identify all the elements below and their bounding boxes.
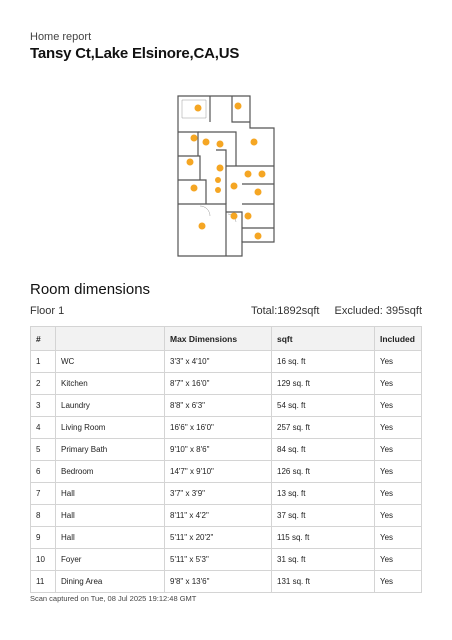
included-flag: Yes (375, 461, 422, 483)
included-flag: Yes (375, 373, 422, 395)
table-row (31, 373, 422, 395)
max-dimensions: 9'10" x 8'6" (165, 439, 272, 461)
max-dimensions: 9'8" x 13'6" (165, 571, 272, 593)
row-number: 1 (31, 351, 56, 373)
row-number: 10 (31, 549, 56, 571)
max-dimensions: 8'11" x 4'2" (165, 505, 272, 527)
room-name: Foyer (56, 549, 165, 571)
property-address: Tansy Ct,Lake Elsinore,CA,US (30, 45, 240, 62)
room-sqft: 37 sq. ft (272, 505, 375, 527)
max-dimensions: 16'6" x 16'0" (165, 417, 272, 439)
max-dimensions: 14'7" x 9'10" (165, 461, 272, 483)
room-sqft: 84 sq. ft (272, 439, 375, 461)
max-dimensions: 5'11" x 5'3" (165, 549, 272, 571)
included-flag: Yes (375, 549, 422, 571)
room-name: Hall (56, 505, 165, 527)
included-flag: Yes (375, 571, 422, 593)
excluded-area: Excluded: 395sqft (334, 305, 422, 317)
row-number: 4 (31, 417, 56, 439)
report-label: Home report (30, 31, 92, 43)
room-sqft: 257 sq. ft (272, 417, 375, 439)
max-dimensions: 8'8" x 6'3" (165, 395, 272, 417)
floor-summary (30, 305, 422, 319)
table-row (31, 461, 422, 483)
header-room (56, 327, 165, 351)
included-flag: Yes (375, 527, 422, 549)
room-name: Primary Bath (56, 439, 165, 461)
table-row (31, 505, 422, 527)
included-flag: Yes (375, 505, 422, 527)
total-area: Total:1892sqft (250, 305, 320, 317)
room-name: Living Room (56, 417, 165, 439)
row-number: 7 (31, 483, 56, 505)
room-sqft: 115 sq. ft (272, 527, 375, 549)
room-sqft: 16 sq. ft (272, 351, 375, 373)
table-row (31, 527, 422, 549)
table-row (31, 549, 422, 571)
header-included: Included (375, 327, 422, 351)
room-sqft: 129 sq. ft (272, 373, 375, 395)
table-row (31, 439, 422, 461)
room-name: Laundry (56, 395, 165, 417)
row-number: 8 (31, 505, 56, 527)
included-flag: Yes (375, 417, 422, 439)
room-name: Hall (56, 527, 165, 549)
included-flag: Yes (375, 439, 422, 461)
floor-name: Floor 1 (30, 305, 65, 317)
room-name: WC (56, 351, 165, 373)
row-number: 3 (31, 395, 56, 417)
max-dimensions: 3'3" x 4'10" (165, 351, 272, 373)
table-header-row (31, 327, 422, 351)
room-name: Bedroom (56, 461, 165, 483)
row-number: 5 (31, 439, 56, 461)
row-number: 6 (31, 461, 56, 483)
table-row (31, 483, 422, 505)
row-number: 2 (31, 373, 56, 395)
room-name: Kitchen (56, 373, 165, 395)
table-row (31, 417, 422, 439)
included-flag: Yes (375, 351, 422, 373)
max-dimensions: 8'7" x 16'0" (165, 373, 272, 395)
room-sqft: 131 sq. ft (272, 571, 375, 593)
header-number: # (31, 327, 56, 351)
row-number: 11 (31, 571, 56, 593)
room-sqft: 54 sq. ft (272, 395, 375, 417)
room-name: Hall (56, 483, 165, 505)
header-sqft: sqft (272, 327, 375, 351)
room-name: Dining Area (56, 571, 165, 593)
table-row (31, 351, 422, 373)
max-dimensions: 5'11" x 20'2" (165, 527, 272, 549)
max-dimensions: 3'7" x 3'9" (165, 483, 272, 505)
room-sqft: 31 sq. ft (272, 549, 375, 571)
room-sqft: 126 sq. ft (272, 461, 375, 483)
room-dimensions-table (30, 326, 422, 593)
header-max-dimensions: Max Dimensions (165, 327, 272, 351)
room-dimensions-title: Room dimensions (30, 281, 151, 298)
table-row (31, 571, 422, 593)
included-flag: Yes (375, 395, 422, 417)
table-row (31, 395, 422, 417)
included-flag: Yes (375, 483, 422, 505)
scan-timestamp: Scan captured on Tue, 08 Jul 2025 19:12:48 GMT (30, 594, 197, 603)
area-totals (239, 305, 422, 317)
room-sqft: 13 sq. ft (272, 483, 375, 505)
row-number: 9 (31, 527, 56, 549)
floor-plan (176, 94, 278, 260)
